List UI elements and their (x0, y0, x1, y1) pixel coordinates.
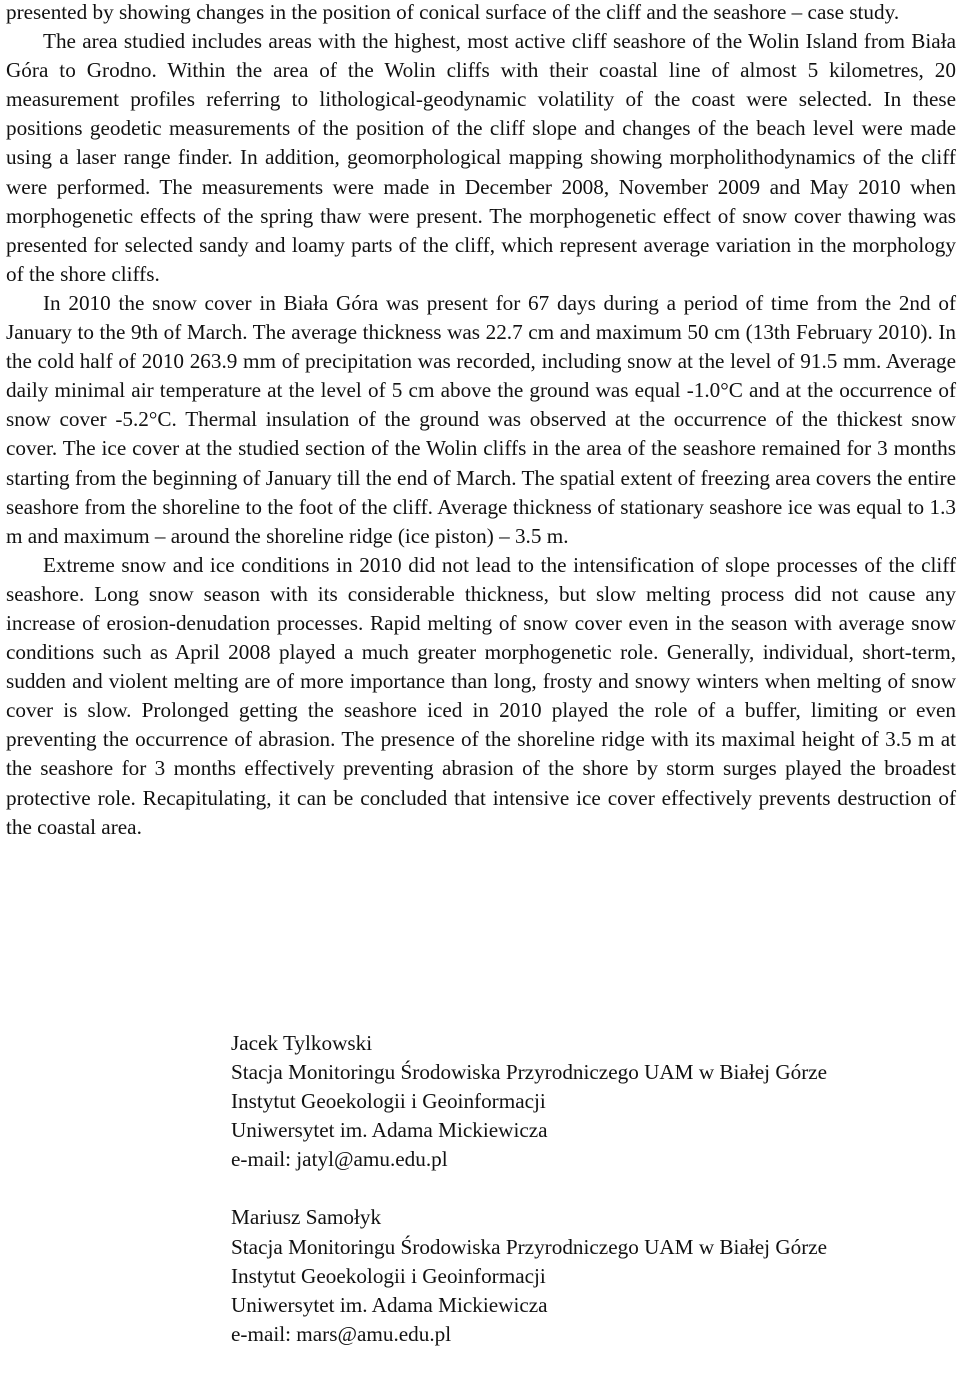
author-name: Mariusz Samołyk (231, 1205, 382, 1230)
paragraph-study-area: The area studied includes areas with the highest, most active cliff seashore of the Wolin Island from Biała Góra to Grodno. Within the area of the Wolin cliffs with their coastal line of almost 5 kilometres, 20 measurement profiles referring to lithological-geodynamic volatility of the coast were selected. In these positions geodetic measurements of the position of the cliff slope and changes of the beach level were made using a laser range finder. In addition, geomorphological mapping showing morpholithodynamics of the cliff were performed. The measurements were made in December 2008, November 2009 and May 2010 when morphogenetic effects of the spring thaw were present. The morphogenetic effect of snow cover thawing was presented for selected sandy and loamy parts of the cliff, which represent average variation in the morphology of the shore cliffs. (6, 29, 956, 286)
paragraph-conclusions: Extreme snow and ice conditions in 2010 did not lead to the intensification of slope processes of the cliff seashore. Long snow season with its considerable thickness, but slow melting process did not cause any increase of erosion-denudation processes. Rapid melting of snow cover even in the season with average snow conditions such as April 2008 played a much greater morphogenetic role. Generally, individual, short-term, sudden and violent melting are of more importance than long, frosty and snowy winters when melting of snow cover is slow. Prolonged getting the seashore iced in 2010 played the role of a buffer, limiting or even preventing the occurrence of abrasion. The presence of the shoreline ridge with its maximal height of 3.5 m at the seashore for 3 months effectively preventing abrasion of the shore by storm surges played the broadest protective role. Recapitulating, it can be concluded that intensive ice cover effectively prevents destruction of the coastal area. (6, 552, 956, 839)
document-page (6, 0, 956, 842)
body-text (6, 0, 956, 842)
paragraph-continuation: presented by showing changes in the position of conical surface of the cliff and the seashore – case study. (6, 0, 900, 24)
author-email[interactable]: e-mail: jatyl@amu.edu.pl (231, 1147, 448, 1172)
author-email[interactable]: e-mail: mars@amu.edu.pl (231, 1321, 452, 1346)
author-institute: Instytut Geoekologii i Geoinformacji (231, 1089, 546, 1114)
author-station: Stacja Monitoringu Środowiska Przyrodniczego UAM w Białej Górze (231, 1060, 828, 1085)
author-university: Uniwersytet im. Adama Mickiewicza (231, 1292, 548, 1317)
author-station: Stacja Monitoringu Środowiska Przyrodniczego UAM w Białej Górze (231, 1234, 828, 1259)
author-university: Uniwersytet im. Adama Mickiewicza (231, 1118, 548, 1143)
author-name: Jacek Tylkowski (231, 1031, 373, 1055)
author-block (231, 1203, 951, 1348)
author-institute: Instytut Geoekologii i Geoinformacji (231, 1263, 546, 1288)
author-affiliations (231, 1029, 951, 1378)
author-block (231, 1029, 951, 1174)
paragraph-snow-cover-2010: In 2010 the snow cover in Biała Góra was present for 67 days during a period of time from the 2nd of January to the 9th of March. The average thickness was 22.7 cm and maximum 50 cm (13th February 2010). In the cold half of 2010 263.9 mm of precipitation was recorded, including snow at the level of 91.5 mm. Average daily minimal air temperature at the level of 5 cm above the ground was equal -1.0°C and at the occurrence of snow cover -5.2°C. Thermal insulation of the ground was observed at the occurrence of the thickest snow cover. The ice cover at the studied section of the Wolin cliffs in the area of the seashore remained for 3 months starting from the beginning of January till the end of March. The spatial extent of freezing area covers the entire seashore from the shoreline to the foot of the cliff. Average thickness of stationary seashore ice was equal to 1.3 m and maximum – around the shoreline ridge (ice piston) – 3.5 m. (6, 290, 956, 548)
